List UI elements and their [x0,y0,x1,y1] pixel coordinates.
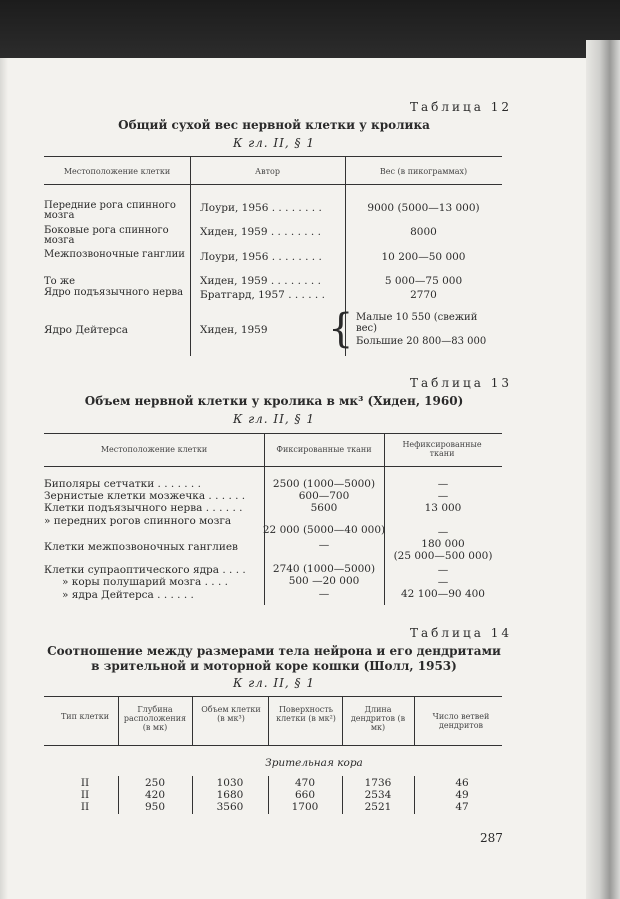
table-14-row-1-type: II [80,777,90,789]
table-14-row-3-type: II [80,801,90,813]
table-14-row-1-volume: 1030 [216,777,244,789]
table-13-row-8-loc: » ядра Дейтерса . . . . . . [62,589,194,601]
table-13-row-4-unfixed: — [437,526,449,538]
table-14-title-line-1: Соотношение между размерами тела нейрона и его дендритами [47,644,501,658]
table-13-row-1-unfixed: — [437,478,449,490]
table-13-row-3-loc: Клетки подъязычного нерва . . . . . . [44,502,243,514]
table-14-subheading: Зрительная кора [265,757,363,769]
table-14-row-3-depth: 950 [144,801,166,813]
table-12-row-3-weight: 10 200—50 000 [381,251,466,263]
table-14-col-divider-1 [118,696,119,745]
table-14-header-volume: Объем клетки (в мк³) [201,705,261,723]
table-13-row-8-fixed: — [318,588,330,600]
table-12-row-6-weight-small: Малые 10 550 (свежий вес) [356,312,478,334]
curly-brace-icon: { [328,306,354,352]
table-14-row-3-length: 2521 [364,801,392,813]
table-14-row-1-length: 1736 [364,777,392,789]
table-12-row-1-loc: Передние рога спинного мозга [44,200,176,221]
table-13-row-2-loc: Зернистые клетки мозжечка . . . . . . [44,490,246,502]
table-14-row-2-length: 2534 [364,789,392,801]
table-12-header-rule [44,184,502,185]
table-13-row-7-fixed: 500 —20 000 [288,575,360,587]
table-14-header-surface: Поверхность клетки (в мк²) [276,705,336,723]
table-13-title: Объем нервной клетки у кролика в мк³ (Хиден, 1960) [84,394,464,408]
table-14-ref: К гл. II, § 1 [233,676,315,690]
table-12-row-6-weight-large: Большие 20 800—83 000 [356,336,487,347]
table-12-row-3-author: Лоури, 1956 . . . . . . . . [200,251,322,263]
table-14-row-2-branches: 49 [455,789,469,801]
table-13-row-6-unfixed: — [437,564,449,576]
table-14-row-3-volume: 3560 [216,801,244,813]
table-12-row-2-author: Хиден, 1959 . . . . . . . . [200,226,321,238]
table-12-col-divider-1 [190,156,191,356]
page-left-edge [0,58,8,899]
table-13-header-rule [44,466,502,467]
table-12-row-4-loc: То же [44,276,75,287]
table-14-header-rule [44,745,502,746]
table-13-row-7-loc: » коры полушарий мозга . . . . [62,576,228,588]
table-12-header-loc: Местоположение клетки [63,167,171,176]
table-14-col-divider-3 [268,696,269,745]
table-14-col-divider-4 [342,696,343,745]
table-13-row-5-fixed: — [318,539,330,551]
table-12-row-1-weight: 9000 (5000—13 000) [367,202,480,214]
table-13-row-5-unfixed-range: (25 000—500 000) [393,550,493,562]
table-12-row-5-author: Братгард, 1957 . . . . . . [200,289,325,301]
table-13-header-loc: Местоположение клетки [100,445,208,454]
table-12-title: Общий сухой вес нервной клетки у кролика [118,118,430,132]
table-13-label: Таблица 13 [410,376,512,390]
table-14-row-2-surface: 660 [294,789,316,801]
table-12-header-author: Автор [255,167,280,176]
table-13-row-7-unfixed: — [437,576,449,588]
table-14-header-type: Тип клетки [60,712,110,721]
table-12-row-2-loc: Боковые рога спинного мозга [44,225,169,246]
table-14-col-divider-5 [414,696,415,745]
table-13-row-2-unfixed: — [437,490,449,502]
table-14-header-branches: Число ветвей дендритов [432,712,490,730]
table-13-row-8-unfixed: 42 100—90 400 [401,588,485,600]
table-14-row-1-surface: 470 [294,777,316,789]
table-12-header-weight: Вес (в пикограммах) [379,167,468,176]
table-13-header-fixed: Фиксированные ткани [276,445,372,454]
table-13-row-5-loc: Клетки межпозвоночных ганглиев [44,541,238,553]
table-12-row-1-author: Лоури, 1956 . . . . . . . . [200,202,322,214]
table-14-row-3-branches: 47 [455,801,469,813]
table-13-row-2-fixed: 600—700 [298,490,350,502]
table-12-row-4-author: Хиден, 1959 . . . . . . . . [200,275,321,287]
table-12-row-5-loc: Ядро подъязычного нерва [44,287,184,298]
table-14-header-depth: Глубина расположения (в мк) [123,705,187,732]
table-14-col-divider-2 [192,696,193,745]
table-13-top-rule [44,433,502,434]
table-14-top-rule [44,696,502,697]
table-13-row-5-unfixed: 180 000 [421,538,465,550]
table-13-row-4-loc: » передних рогов спинного мозга [44,515,232,527]
table-14-label: Таблица 14 [410,626,512,640]
table-12-top-rule [44,156,502,157]
book-spine-edge [586,40,620,899]
table-14-row-1-depth: 250 [144,777,166,789]
table-12-row-3-loc: Межпозвоночные ганглии [44,249,185,260]
table-13-row-1-fixed: 2500 (1000—5000) [272,478,376,490]
table-14-title-line-2: в зрительной и моторной коре кошки (Шолл, 1953) [91,659,457,673]
table-12-row-4-weight: 5 000—75 000 [384,275,463,287]
table-14-row-1-branches: 46 [455,777,469,789]
table-13-ref: К гл. II, § 1 [233,412,315,426]
table-14-row-2-depth: 420 [144,789,166,801]
table-13-header-unfixed: Нефиксированные ткани [402,440,482,458]
table-14-header-dendrite-length: Длина дендритов (в мк) [350,705,406,732]
table-12-row-5-weight: 2770 [410,289,437,301]
table-14-row-3-surface: 1700 [291,801,319,813]
table-12-row-6-loc: Ядро Дейтерса [44,324,128,336]
table-13-row-1-loc: Биполяры сетчатки . . . . . . . [44,478,201,490]
table-13-row-4-fixed: 22 000 (5000—40 000) [262,524,386,536]
table-12-row-6-author: Хиден, 1959 [200,324,268,336]
table-14-row-2-volume: 1680 [216,789,244,801]
table-12-label: Таблица 12 [410,100,512,114]
table-12-ref: К гл. II, § 1 [233,136,315,150]
table-13-row-6-loc: Клетки супраоптического ядра . . . . [44,564,246,576]
table-13-row-3-fixed: 5600 [310,502,338,514]
table-13-row-6-fixed: 2740 (1000—5000) [272,563,376,575]
table-14-row-2-type: II [80,789,90,801]
table-13-row-3-unfixed: 13 000 [424,502,462,514]
scanner-dark-band [0,0,620,58]
page-number: 287 [480,831,503,845]
table-12-row-2-weight: 8000 [410,226,437,238]
